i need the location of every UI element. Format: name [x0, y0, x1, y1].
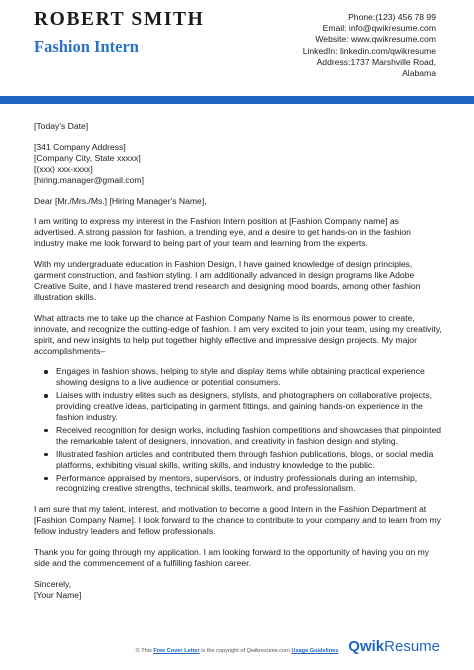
footer-middle: is the copyright of Qwikresume.com: [201, 648, 290, 654]
accomplishments-list: [34, 366, 442, 494]
list-item: [34, 473, 442, 495]
list-item-text: Performance appraised by mentors, supervisors, or industry professionals during an internship, recognizing creative strengths, technical skills, teamwork, and professionalism.: [56, 472, 418, 494]
list-item: [34, 366, 442, 388]
paragraph-intro: I am writing to express my interest in the Fashion Intern position at [Fashion Company name] as advertised. A strong passion for fashion, a trending eye, and a desire to get hands-on in the fashion industry make me look forward to being part of your team and learning from the experts.: [34, 216, 411, 249]
contact-email[interactable]: Email: info@qwikresume.com: [322, 23, 436, 34]
list-item-text: Liaises with industry elites such as designers, stylists, and photographers on collaborative projects, providing creative ideas, participating in garment fittings, and gaining hands-on experience in the fashion industry.: [56, 390, 432, 423]
letter-body: [34, 121, 442, 601]
recipient-line: [341 Company Address]: [34, 141, 126, 152]
closing: Sincerely,: [34, 578, 72, 589]
contact-block: [236, 12, 436, 79]
footer-prefix: © This: [135, 648, 152, 654]
salutation: Dear [Mr./Mrs./Ms.] [Hiring Manager's Name],: [34, 195, 207, 206]
applicant-name: ROBERT SMITH: [34, 9, 205, 30]
header-divider-bar: [0, 96, 474, 104]
signature: [Your Name]: [34, 589, 82, 600]
contact-address-line1: Address:1737 Marshville Road,: [316, 56, 436, 67]
logo-qwik: Qwik: [348, 638, 385, 655]
bullet-icon: [44, 477, 48, 481]
paragraph-thanks: Thank you for going through my application. I am looking forward to the opportunity of having you on my side and the commencement of a fulfilling fashion career.: [34, 547, 430, 568]
list-item: [34, 425, 442, 447]
recipient-line: [hiring.manager@gmail.com]: [34, 174, 144, 185]
bullet-icon: [44, 453, 48, 457]
list-item: [34, 390, 442, 423]
recipient-line: [Company City, State xxxxx]: [34, 152, 141, 163]
usage-guidelines-link[interactable]: Usage Guidelines: [291, 648, 339, 654]
bullet-icon: [44, 370, 48, 374]
contact-linkedin[interactable]: LinkedIn: linkedin.com/qwikresume: [302, 45, 436, 56]
paragraph-motivation: What attracts me to take up the chance at Fashion Company Name is its enormous power to create, innovate, and recognize the cutting-edge of fashion. I am very excited to join your team, using my creativity, spirit, and new insights to help put together highly effective and impressive design projects. My major accomplishments–: [34, 312, 442, 356]
recipient-address: [34, 142, 442, 186]
list-item: [34, 449, 442, 471]
list-item-text: Illustrated fashion articles and contributed them through fashion publications, blogs, or social media platforms, exhibiting visual skills, writing skills, and industry knowledge to the public.: [56, 448, 434, 470]
letter-header: [0, 0, 474, 90]
contact-website[interactable]: Website: www.qwikresume.com: [315, 34, 436, 45]
paragraph-confidence: I am sure that my talent, interest, and motivation to become a good Intern in the Fashion Department at [Fashion Company Name]. I look forward to the chance to contribute to your company and to learn from my fellow industry leaders and fellow professionals.: [34, 504, 441, 537]
free-cover-letter-link[interactable]: Free Cover Letter: [153, 648, 200, 654]
list-item-text: Received recognition for design works, including fashion competitions and showcases that pinpointed the remarkable talent of designers, innovation, and creativity in fashion design and styling.: [56, 424, 442, 446]
applicant-role: Fashion Intern: [34, 37, 139, 56]
contact-address-line2: Alabama: [402, 68, 436, 79]
letter-date: [Today's Date]: [34, 121, 89, 131]
bullet-icon: [44, 394, 48, 398]
bullet-icon: [44, 429, 48, 433]
recipient-line: [(xxx) xxx-xxxx]: [34, 163, 93, 174]
logo-resume: Resume: [384, 638, 440, 655]
contact-phone: Phone:(123) 456 78 99: [348, 12, 436, 22]
paragraph-education: With my undergraduate education in Fashion Design, I have gained knowledge of design principles, garment construction, and fashion styling. I am additionally advanced in design programs like Adobe Creative Suite, and I have mastered trend research and designing mood boards, among other fashion illustration skills.: [34, 259, 421, 302]
qwikresume-logo: [348, 638, 440, 655]
list-item-text: Engages in fashion shows, helping to style and display items while obtaining practical experience showing designs to a live audience or potential consumers.: [56, 366, 425, 388]
